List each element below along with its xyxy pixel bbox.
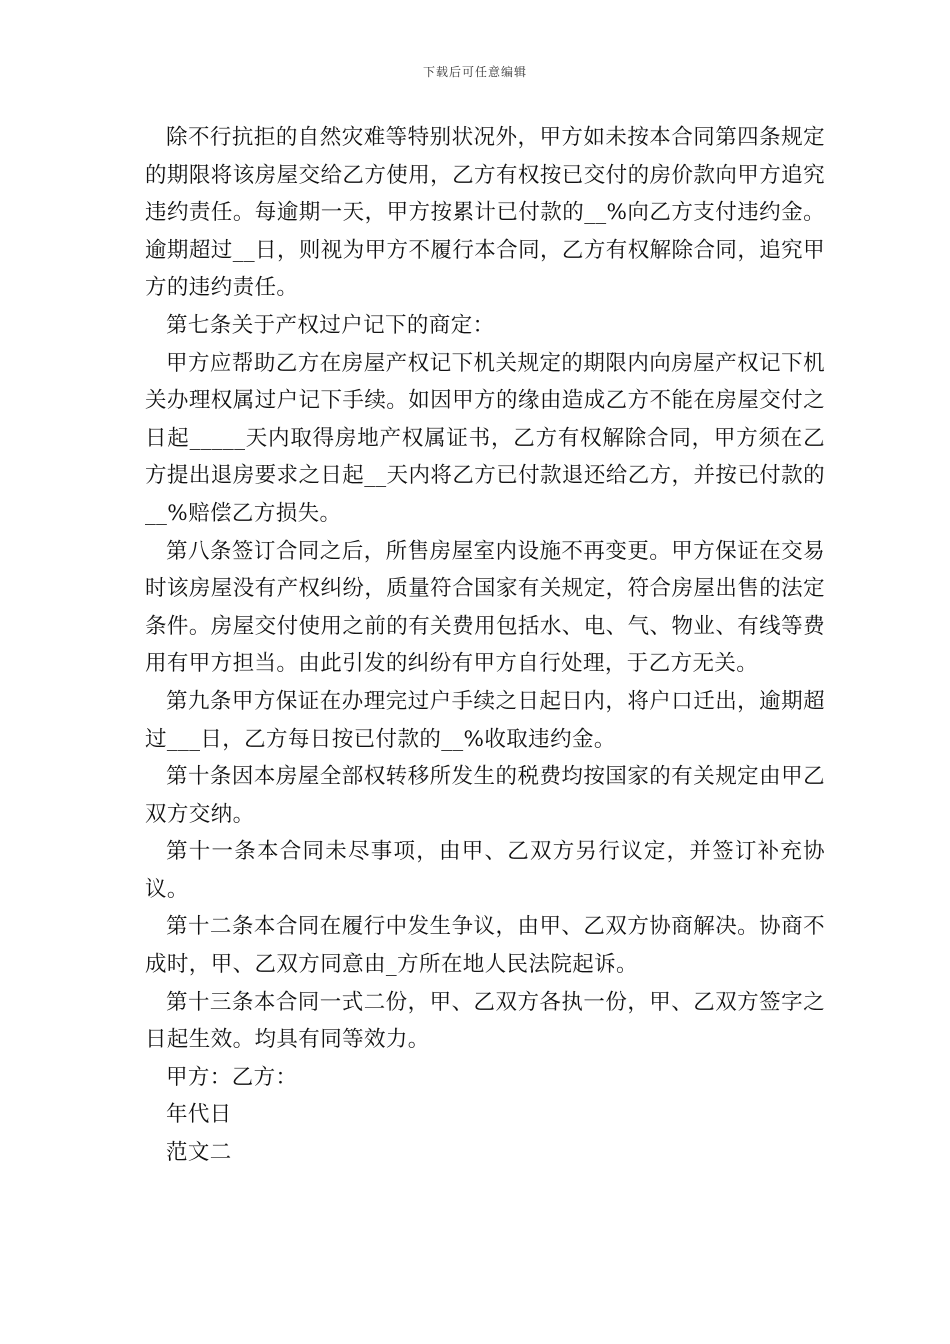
paragraph-article-8: 第八条签订合同之后，所售房屋室内设施不再变更。甲方保证在交易时该房屋没有产权纠纷，质量符合国家有关规定，符合房屋出售的法定条件。房屋交付使用之前的有关费用包括水、电、气、物业、有线等费用有甲方担当。由此引发的纠纷有甲方自行处理，于乙方无关。 — [145, 538, 825, 677]
paragraph-delay-delivery: 除不行抗拒的自然灾难等特别状况外，甲方如未按本合同第四条规定的期限将该房屋交给乙方使用，乙方有权按已交付的房价款向甲方追究违约责任。每逾期一天，甲方按累计已付款的__%向乙方支付违约金。逾期超过__日，则视为甲方不履行本合同，乙方有权解除合同，追究甲方的违约责任。 — [145, 125, 825, 301]
paragraph-article-7-body: 甲方应帮助乙方在房屋产权记下机关规定的期限内向房屋产权记下机关办理权属过户记下手续。如因甲方的缘由造成乙方不能在房屋交付之日起_____天内取得房地产权属证书，乙方有权解除合同，甲方须在乙方提出退房要求之日起__天内将乙方已付款退还给乙方，并按已付款的__%赔偿乙方损失。 — [145, 350, 825, 526]
document-body — [145, 119, 825, 1172]
paragraph-article-7-title: 第七条关于产权过户记下的商定： — [166, 312, 495, 338]
paragraph-article-9: 第九条甲方保证在办理完过户手续之日起日内，将户口迁出，逾期超过___日，乙方每日按已付款的__%收取违约金。 — [145, 688, 825, 752]
paragraph-article-12: 第十二条本合同在履行中发生争议，由甲、乙双方协商解决。协商不成时，甲、乙双方同意由_方所在地人民法院起诉。 — [145, 914, 825, 978]
page-header: 下载后可任意编辑 — [422, 65, 527, 79]
paragraph-article-13: 第十三条本合同一式二份，甲、乙双方各执一份，甲、乙双方签字之日起生效。均具有同等效力。 — [145, 989, 825, 1053]
signature-line: 甲方：乙方： — [166, 1064, 298, 1090]
date-line: 年代日 — [166, 1102, 232, 1128]
paragraph-article-11: 第十一条本合同未尽事项，由甲、乙双方另行议定，并签订补充协议。 — [145, 839, 825, 902]
paragraph-article-10: 第十条因本房屋全部权转移所发生的税费均按国家的有关规定由甲乙双方交纳。 — [145, 764, 825, 827]
section-title-sample-two: 范文二 — [166, 1140, 232, 1166]
